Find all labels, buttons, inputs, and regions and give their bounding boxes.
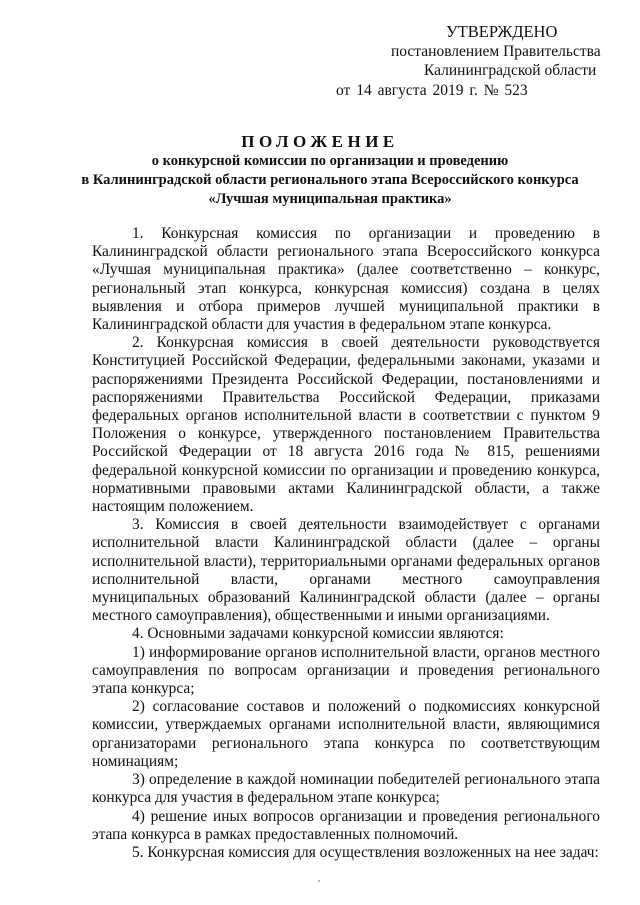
subtitle-line-3: «Лучшая муниципальная практика» <box>208 191 452 207</box>
approval-resolution-line: постановлением Правительства <box>391 42 601 60</box>
paragraph-1: 1. Конкурсная комиссия по организации и проведению в Калининградской области регионального этапа Всероссийского конкурса «Лучшая муниципальная практика» (далее соответственно – конкурс, региональный этап конкурса, конкурсная комиссия) создана в целях выявления и отбора примеров лучшей муниципальной практики в Калининградской области для участия в федеральном этапе конкурса. <box>92 225 600 334</box>
approval-stamp-block <box>336 22 616 100</box>
approval-region-line: Калининградской области <box>424 62 597 79</box>
task-item-3: 3) определение в каждой номинации победителей регионального этапа конкурса для участия в федеральном этапе конкурса; <box>92 771 600 807</box>
paragraph-4: 4. Основными задачами конкурсной комиссии являются: <box>132 625 504 643</box>
approval-title: УТВЕРЖДЕНО <box>446 22 558 41</box>
task-item-2: 2) согласование составов и положений о подкомиссиях конкурсной комиссии, утверждаемых органами исполнительной власти, являющимися организаторами регионального этапа конкурса по соответствующим номинациям; <box>92 698 600 770</box>
approval-date-number-line: от 14 августа 2019 г. № 523 <box>336 81 528 99</box>
paragraph-2: 2. Конкурсная комиссия в своей деятельности руководствуется Конституцией Российской Федерации, федеральными законами, указами и распоряжениями Президента Российской Федерации, постановлениями и распоряжениями Правительства Российской Федерации, приказами федеральных органов исполнительной власти в соответствии с пунктом 9 Положения о конкурсе, утвержденного постановлением Правительства Российской Федерации от 18 августа 2016 года № 815, решениями федеральной конкурсной комиссии по организации и проведению конкурса, нормативными правовыми актами Калининградской области, а также настоящим положением. <box>92 334 600 516</box>
paragraph-3: 3. Комиссия в своей деятельности взаимодействует с органами исполнительной власти Калининградской области (далее – органы исполнительной власти), территориальными органами федеральных органов исполнительной власти, органами местного самоуправления муниципальных образований Калининградской области (далее – органы местного самоуправления), общественными и иными организациями. <box>92 516 600 625</box>
document-subtitle <box>60 152 600 209</box>
task-item-1: 1) информирование органов исполнительной власти, органов местного самоуправления по вопросам организации и проведения регионального этапа конкурса; <box>92 643 600 698</box>
scan-speck <box>318 880 320 882</box>
subtitle-line-1: о конкурсной комиссии по организации и проведению <box>151 153 509 169</box>
document-title: ПОЛОЖЕНИЕ <box>241 132 399 151</box>
task-item-4: 4) решение иных вопросов организации и проведения регионального этапа конкурса в рамках предоставленных полномочий. <box>92 807 600 843</box>
document-body <box>92 225 600 862</box>
paragraph-5: 5. Конкурсная комиссия для осуществления возложенных на нее задач: <box>132 843 599 861</box>
subtitle-line-2: в Калининградской области регионального этапа Всероссийского конкурса <box>81 172 579 188</box>
